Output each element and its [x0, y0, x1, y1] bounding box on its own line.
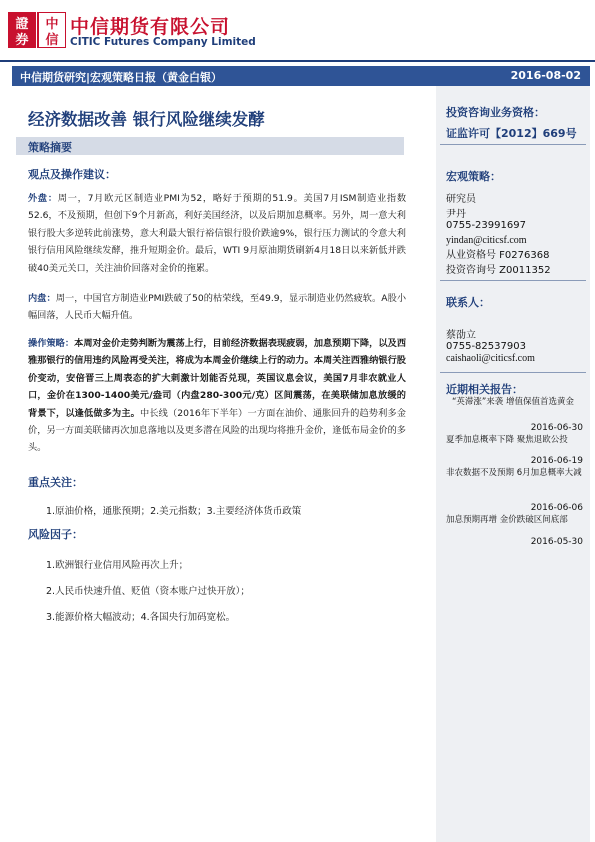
analyst-name: 尹丹	[446, 209, 466, 220]
analyst-email[interactable]: yindan@citicsf.com	[446, 235, 527, 246]
report-title: 经济数据改善 银行风险继续发酵	[28, 110, 265, 129]
risk-item: 2.人民币快速升值、贬值（资本账户过快开放）；	[46, 586, 250, 597]
report-date: 2016-08-02	[510, 69, 581, 82]
outer-market-paragraph	[28, 190, 406, 277]
svg-text:券: 券	[15, 33, 29, 48]
summary-bar	[16, 137, 404, 155]
inner-market-text: 周一，中国官方制造业PMI跌破了50的枯荣线，至49.9，显示制造业仍然疲软。A股小幅回落，人民币大幅升值。	[28, 293, 407, 322]
recent-report-link[interactable]: 夏季加息概率下降 聚焦退欧公投	[446, 435, 568, 445]
sidebar-divider	[440, 144, 586, 145]
contact-heading: 联系人：	[446, 296, 490, 309]
contact-email[interactable]: caishaoli@citicsf.com	[446, 353, 535, 364]
analyst-invest-cert: 投资咨询号 Z0011352	[446, 265, 551, 276]
sidebar-divider	[440, 372, 586, 373]
risk-heading: 风险因子：	[28, 528, 83, 541]
qualification-heading: 投资咨询业务资格：	[446, 106, 545, 119]
outer-market-text: 周一，7月欧元区制造业PMI为52，略好于预期的51.9。美国7月ISM制造业指数52.6，不及预期，但创下9个月新高，利好美国经济，以及后期加息概率。另外，周一意大利银行股大多逆转此前涨势，意大利最大银行裕信银行股价跌逾9%，银行压力测试的令意大利银行信用风险继续发酵，推升短期金价。最后，WTI 9月原油期货刷新4月18日以来新低并跌破40美元关口，关注油价回落对金价的拖累。	[28, 193, 407, 274]
analyst-phone: 0755-23991697	[446, 220, 526, 231]
svg-text:信: 信	[45, 33, 59, 48]
recent-report-date: 2016-06-06	[530, 503, 583, 513]
recent-report-link[interactable]: 非农数据不及预期 6月加息概率大减	[446, 468, 582, 478]
strategy-tail-text: 中长线（2016年下半年）一方面在油价、通胀回升的趋势利多金价，另一方面美联储再次加息落地以及更多潜在风险的出现均将推升金价，逢低布局金价的多头。	[28, 407, 406, 454]
sidebar-divider	[440, 280, 586, 281]
views-heading: 观点及操作建议：	[28, 168, 116, 181]
recent-report-link[interactable]: 加息预期再增 金价跌破区间底部	[446, 515, 568, 525]
report-series-label: 中信期货研究|宏观策略日报（黄金白银）	[20, 71, 223, 84]
header-divider	[0, 60, 595, 62]
svg-text:證: 證	[15, 17, 29, 32]
inner-market-label: 内盘：	[28, 293, 56, 304]
recent-reports-heading: 近期相关报告：	[446, 383, 523, 396]
company-name-cn: 中信期货有限公司	[70, 16, 231, 38]
recent-report-link[interactable]: “英滞涨”来袭 增值保值首选黄金	[452, 397, 575, 407]
focus-heading: 重点关注：	[28, 476, 83, 489]
analyst-title: 研究员	[446, 194, 476, 205]
inner-market-paragraph	[28, 290, 406, 325]
recent-report-date: 2016-06-30	[530, 423, 583, 433]
outer-market-label: 外盘：	[28, 193, 58, 204]
risk-item: 1.欧洲银行业信用风险再次上升；	[46, 560, 189, 571]
summary-label: 策略摘要	[28, 141, 72, 154]
focus-item: 1.原油价格，通胀预期；2.美元指数；3.主要经济体货币政策	[46, 506, 302, 517]
strategy-label: 操作策略：	[28, 338, 75, 349]
company-logo-icon	[8, 12, 66, 48]
license-number: 证监许可【2012】669号	[446, 127, 577, 140]
recent-report-date: 2016-05-30	[530, 537, 583, 547]
recent-report-date: 2016-06-19	[530, 456, 583, 466]
analyst-cert: 从业资格号 F0276368	[446, 250, 550, 261]
risk-item: 3.能源价格大幅波动；4.各国央行加码宽松。	[46, 612, 236, 623]
strategy-bold-text: 本周对金价走势判断为震荡上行，目前经济数据表现疲弱，加息预期下降，以及西雅那银行的信用违约风险再受关注，将成为本周金价继续上行的动力。本周关注西雅纳银行股价变动，安倍晋三上周表态的扩大刺激计划能否兑现，英国议息会议，美国7月非农就业人口，金价在1300-1400美元/盎司（内盘280-300元/克）区间震荡，在美联储加息放缓的背景下，以逢低做多为主。	[28, 338, 407, 419]
svg-text:中: 中	[45, 17, 59, 32]
contact-phone: 0755-82537903	[446, 341, 526, 352]
strategy-paragraph	[28, 335, 406, 457]
contact-name: 蔡劭立	[446, 330, 476, 341]
macro-heading: 宏观策略：	[446, 170, 501, 183]
company-name-en: CITIC Futures Company Limited	[70, 36, 256, 48]
